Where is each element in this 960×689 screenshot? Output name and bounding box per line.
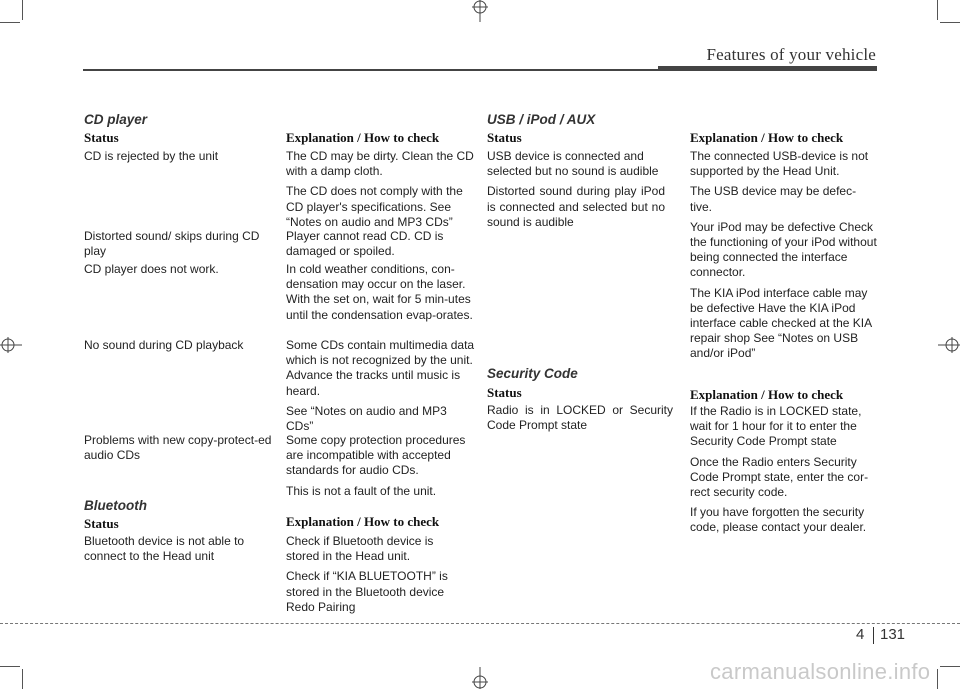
section-title-usb-ipod-aux: USB / iPod / AUX bbox=[487, 112, 596, 127]
footer-dashed-rule bbox=[0, 623, 960, 624]
cd-status-no-sound: No sound during CD playback bbox=[84, 338, 244, 352]
section-title-security-code: Security Code bbox=[487, 366, 578, 381]
usb-status-no-sound: USB device is connected and selected but no sound is audible bbox=[487, 149, 659, 179]
registration-mark-right bbox=[938, 333, 960, 357]
column-header-explanation: Explanation / How to check bbox=[690, 387, 844, 402]
column-header-status: Status bbox=[84, 130, 119, 145]
explanation-paragraph: Check if “KIA BLUETOOTH” is stored in the Bluetooth device Redo Pairing bbox=[286, 569, 448, 614]
explanation-paragraph: If the Radio is in LOCKED state, wait for 1 hour for it to enter the Security Code Prompt state bbox=[690, 404, 862, 449]
explanation-paragraph: See “Notes on audio and MP3 CDs” bbox=[286, 403, 447, 434]
usb-explanation-column bbox=[690, 149, 878, 367]
column-header-explanation: Explanation / How to check bbox=[286, 514, 440, 529]
watermark: carmanualsonline.info bbox=[710, 659, 931, 684]
explanation-paragraph: The connected USB-device is not supported by the Head Unit. bbox=[690, 149, 869, 179]
page-number-divider bbox=[873, 627, 874, 644]
crop-mark bbox=[940, 22, 960, 23]
cd-explanation-not-working bbox=[286, 262, 476, 328]
cd-explanation-no-sound bbox=[286, 338, 476, 439]
cd-explanation-distorted bbox=[286, 229, 476, 264]
cd-status-rejected: CD is rejected by the unit bbox=[84, 149, 219, 163]
chapter-number: 4 bbox=[856, 626, 865, 643]
explanation-paragraph: The USB device may be defec-tive. bbox=[690, 184, 857, 214]
bluetooth-explanation bbox=[286, 534, 461, 620]
explanation-paragraph: The CD does not comply with the CD player's specifications. See “Notes on audio and MP3 CDs” bbox=[286, 184, 463, 229]
section-title-cd-player: CD player bbox=[84, 112, 148, 127]
cd-status-not-working: CD player does not work. bbox=[84, 262, 219, 276]
usb-status-column bbox=[487, 149, 665, 235]
registration-mark-left bbox=[0, 333, 22, 357]
registration-mark-bottom bbox=[468, 667, 492, 689]
column-header-status: Status bbox=[84, 516, 119, 531]
header-accent-bar bbox=[658, 66, 877, 71]
explanation-paragraph: Player cannot read CD. CD is damaged or spoiled. bbox=[286, 229, 444, 259]
cd-status-distorted: Distorted sound/ skips during CD play bbox=[84, 229, 260, 259]
explanation-paragraph: Once the Radio enters Security Code Prompt state, enter the cor-rect security code. bbox=[690, 454, 869, 500]
page-number: 131 bbox=[880, 626, 906, 643]
crop-mark bbox=[22, 669, 23, 689]
crop-mark bbox=[937, 669, 938, 689]
explanation-paragraph: Check if Bluetooth device is stored in the Head unit. bbox=[286, 534, 434, 564]
crop-mark bbox=[0, 666, 20, 667]
explanation-paragraph: Your iPod may be defective Check the functioning of your iPod without being connected the interface connector. bbox=[690, 219, 877, 280]
cd-explanation-rejected bbox=[286, 149, 476, 235]
explanation-paragraph: The KIA iPod interface cable may be defective Have the KIA iPod interface cable checked at the KIA repair shop See “Notes on USB and/or iPod” bbox=[690, 285, 872, 361]
column-header-status: Status bbox=[487, 130, 522, 145]
registration-mark-top bbox=[468, 0, 492, 22]
explanation-paragraph: Some copy protection procedures are incompatible with accepted standards for audio CDs. bbox=[286, 433, 466, 478]
crop-mark bbox=[22, 0, 23, 20]
cd-explanation-copy-protected bbox=[286, 433, 478, 504]
cd-status-copy-protected: Problems with new copy-protect-ed audio CDs bbox=[84, 433, 272, 463]
column-header-explanation: Explanation / How to check bbox=[286, 130, 440, 145]
explanation-paragraph: This is not a fault of the unit. bbox=[286, 483, 437, 498]
security-explanation-column bbox=[690, 404, 878, 541]
page-header-title: Features of your vehicle bbox=[706, 45, 876, 64]
crop-mark bbox=[940, 666, 960, 667]
section-title-bluetooth: Bluetooth bbox=[84, 498, 147, 513]
security-status-locked: Radio is in LOCKED or Security Code Prompt state bbox=[487, 403, 673, 433]
bluetooth-status-not-connect: Bluetooth device is not able to connect to the Head unit bbox=[84, 534, 245, 564]
explanation-paragraph: Some CDs contain multimedia data which is not recognized by the unit. Advance the tracks until music is heard. bbox=[286, 338, 475, 398]
column-header-status: Status bbox=[487, 385, 522, 400]
crop-mark bbox=[0, 22, 20, 23]
usb-status-ipod-distorted: Distorted sound during play iPod is connected and selected but no sound is audible bbox=[487, 184, 665, 229]
explanation-paragraph: The CD may be dirty. Clean the CD with a damp cloth. bbox=[286, 149, 474, 179]
explanation-paragraph: If you have forgotten the security code, please contact your dealer. bbox=[690, 505, 867, 535]
crop-mark bbox=[937, 0, 938, 20]
explanation-paragraph: In cold weather conditions, con-densation may occur on the laser. With the set on, wait for 5 min-utes until the condensation evap-orates. bbox=[286, 262, 473, 322]
column-header-explanation: Explanation / How to check bbox=[690, 130, 844, 145]
